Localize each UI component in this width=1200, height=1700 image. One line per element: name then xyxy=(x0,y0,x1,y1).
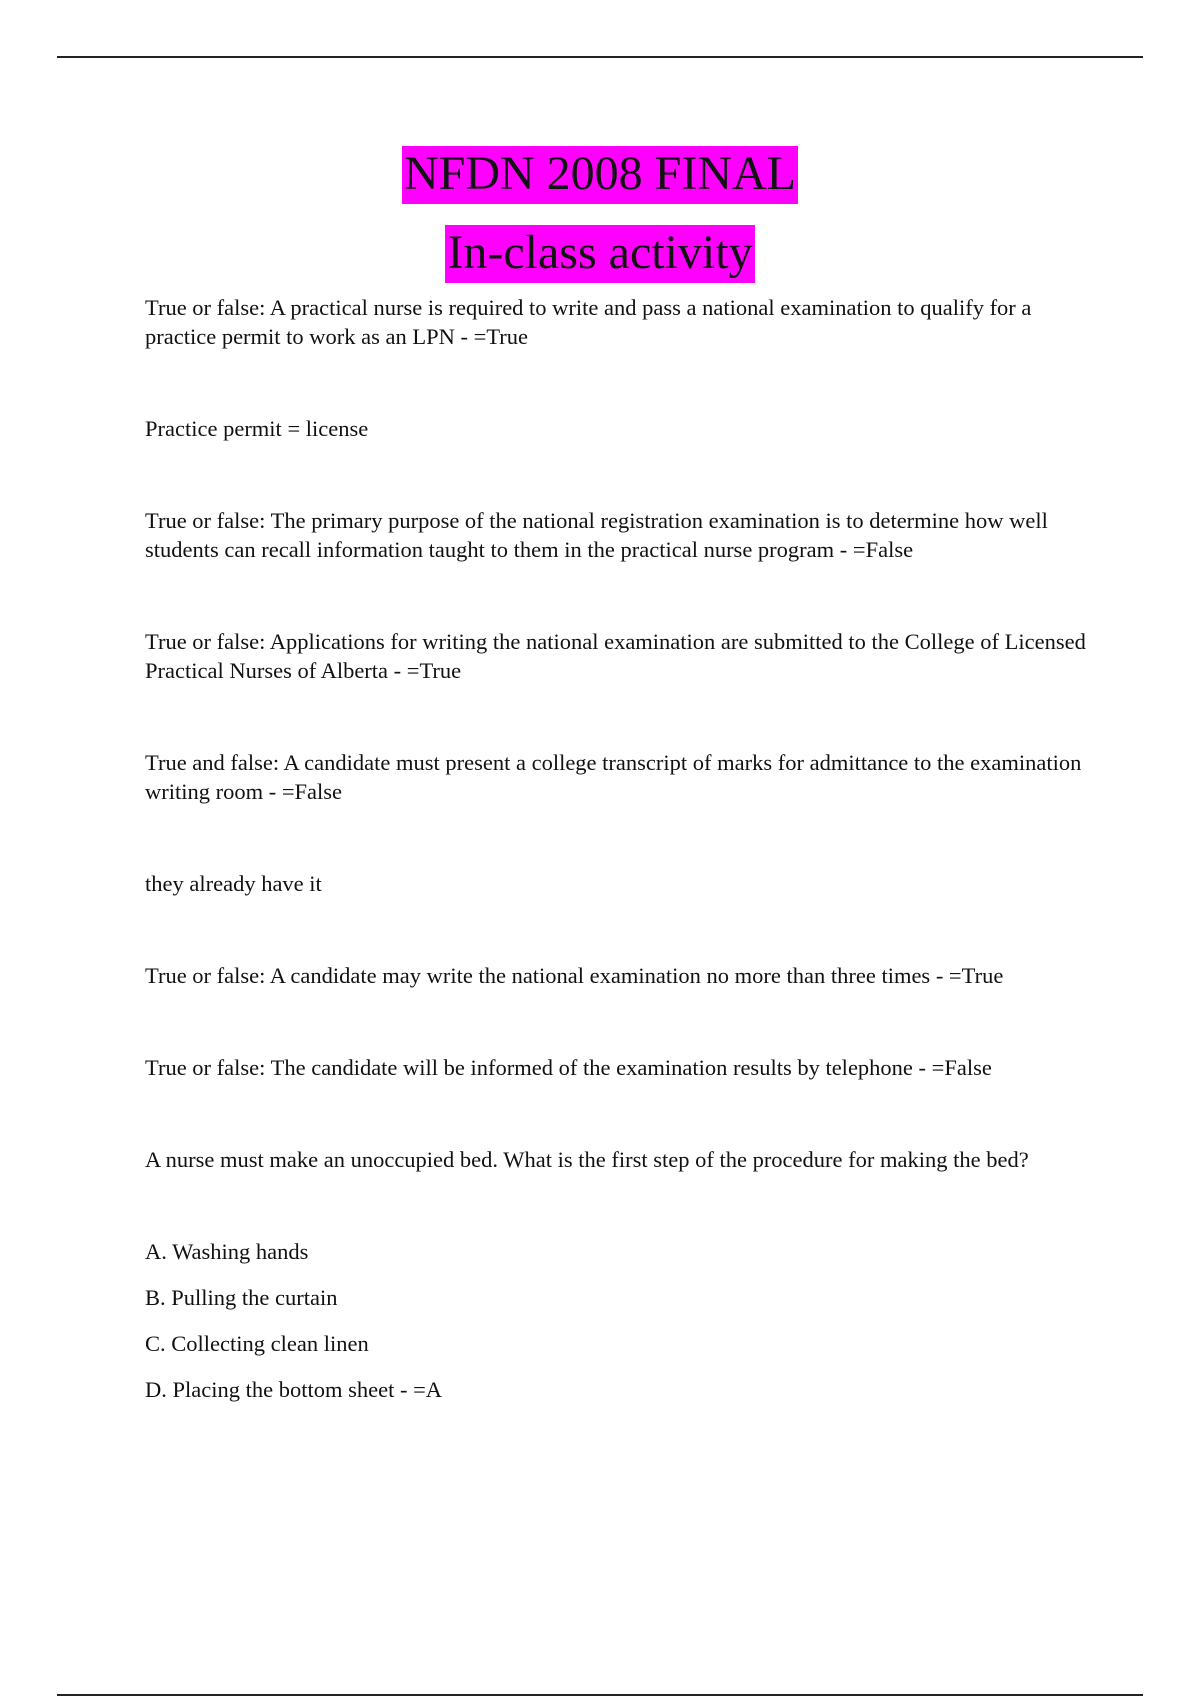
document-subtitle: In-class activity xyxy=(445,225,754,283)
option-d: D. Placing the bottom sheet - =A xyxy=(145,1377,443,1402)
paragraph-1: True or false: A practical nurse is required to write and pass a national examination to qualify for a practice permit to work as an LPN - =True xyxy=(145,295,1032,349)
paragraph-7: True or false: A candidate may write the national examination no more than three times - =True xyxy=(145,963,1004,988)
paragraph-5: True and false: A candidate must present a college transcript of marks for admittance to the examination writing room - =False xyxy=(145,750,1082,804)
paragraph-9: A nurse must make an unoccupied bed. What is the first step of the procedure for making the bed? xyxy=(145,1147,1029,1172)
paragraph-8: True or false: The candidate will be informed of the examination results by telephone - =False xyxy=(145,1055,992,1080)
paragraph-2: Practice permit = license xyxy=(145,416,369,441)
subtitle-line xyxy=(0,225,1200,283)
document-body xyxy=(145,293,1095,1404)
option-a: A. Washing hands xyxy=(145,1239,309,1264)
paragraph-6: they already have it xyxy=(145,871,322,896)
option-c: C. Collecting clean linen xyxy=(145,1331,369,1356)
title-line xyxy=(0,146,1200,204)
top-rule xyxy=(57,56,1143,58)
option-b: B. Pulling the curtain xyxy=(145,1285,338,1310)
document-title: NFDN 2008 FINAL xyxy=(402,146,798,204)
paragraph-3: True or false: The primary purpose of the national registration examination is to determine how well students can recall information taught to them in the practical nurse program - =False xyxy=(145,508,1048,562)
title-block xyxy=(0,146,1200,283)
bottom-rule xyxy=(57,1694,1143,1696)
paragraph-4: True or false: Applications for writing the national examination are submitted to the College of Licensed Practical Nurses of Alberta - =True xyxy=(145,629,1086,683)
